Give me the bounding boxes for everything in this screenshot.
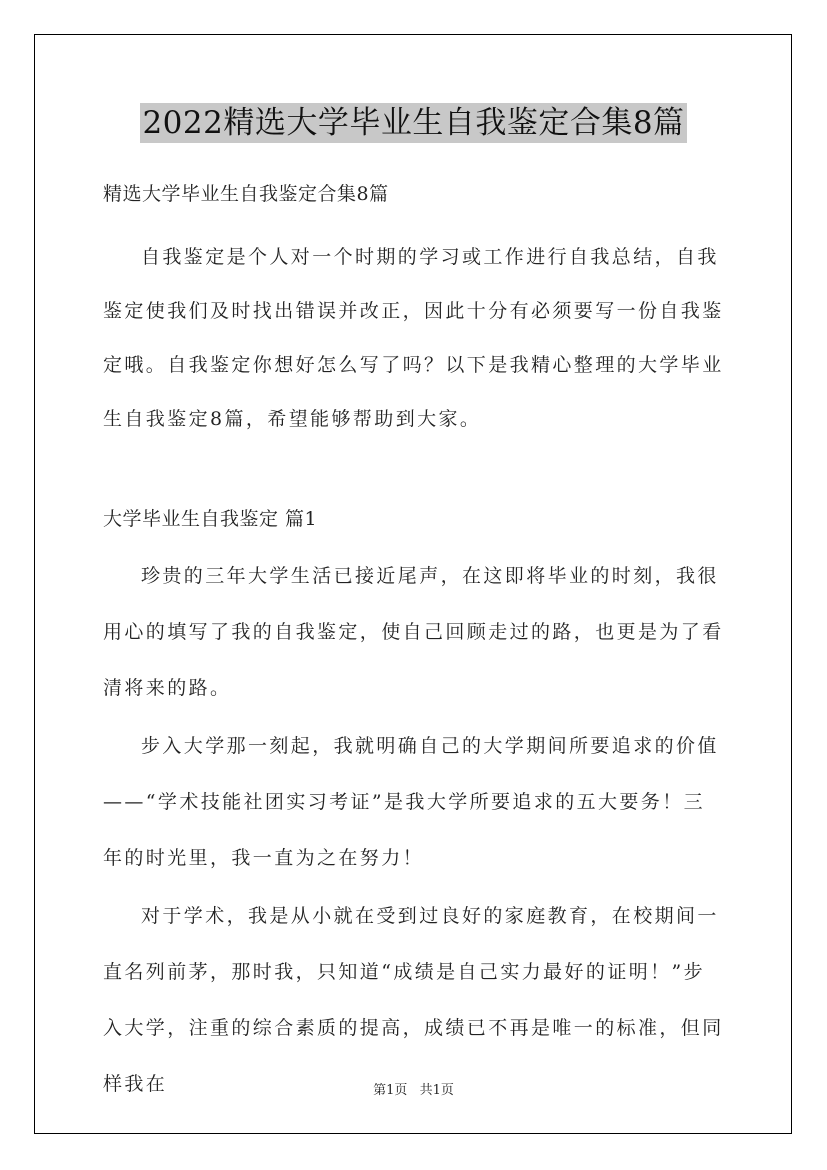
document-subtitle: 精选大学毕业生自我鉴定合集8篇 <box>103 183 389 205</box>
body-paragraph-3: 对于学术，我是从小就在受到过良好的家庭教育，在校期间一直名列前茅，那时我，只知道“成绩是自己实力最好的证明！”步入大学，注重的综合素质的提高，成绩已不再是唯一的标准，但同样我在 <box>103 905 724 1095</box>
body-paragraph-1: 珍贵的三年大学生活已接近尾声，在这即将毕业的时刻，我很用心的填写了我的自我鉴定，使自己回顾走过的路，也更是为了看清将来的路。 <box>103 565 724 699</box>
title-container <box>0 103 827 143</box>
page-footer <box>0 1082 827 1100</box>
body-paragraph-2: 步入大学那一刻起，我就明确自己的大学期间所要追求的价值——“学术技能社团实习考证”是我大学所要追求的五大要务！三年的时光里，我一直为之在努力！ <box>103 735 719 869</box>
intro-section <box>103 230 725 448</box>
page-total: 共1页 <box>419 1083 454 1098</box>
intro-paragraph: 自我鉴定是个人对一个时期的学习或工作进行自我总结，自我鉴定使我们及时找出错误并改正，因此十分有必须要写一份自我鉴定哦。自我鉴定你想好怎么写了吗？以下是我精心整理的大学毕业生自我鉴定8篇，希望能够帮助到大家。 <box>103 246 724 430</box>
section-heading: 大学毕业生自我鉴定 篇1 <box>103 508 318 530</box>
page-number: 第1页 <box>373 1083 408 1098</box>
body-section <box>103 548 725 1114</box>
document-title: 2022精选大学毕业生自我鉴定合集8篇 <box>142 105 685 141</box>
